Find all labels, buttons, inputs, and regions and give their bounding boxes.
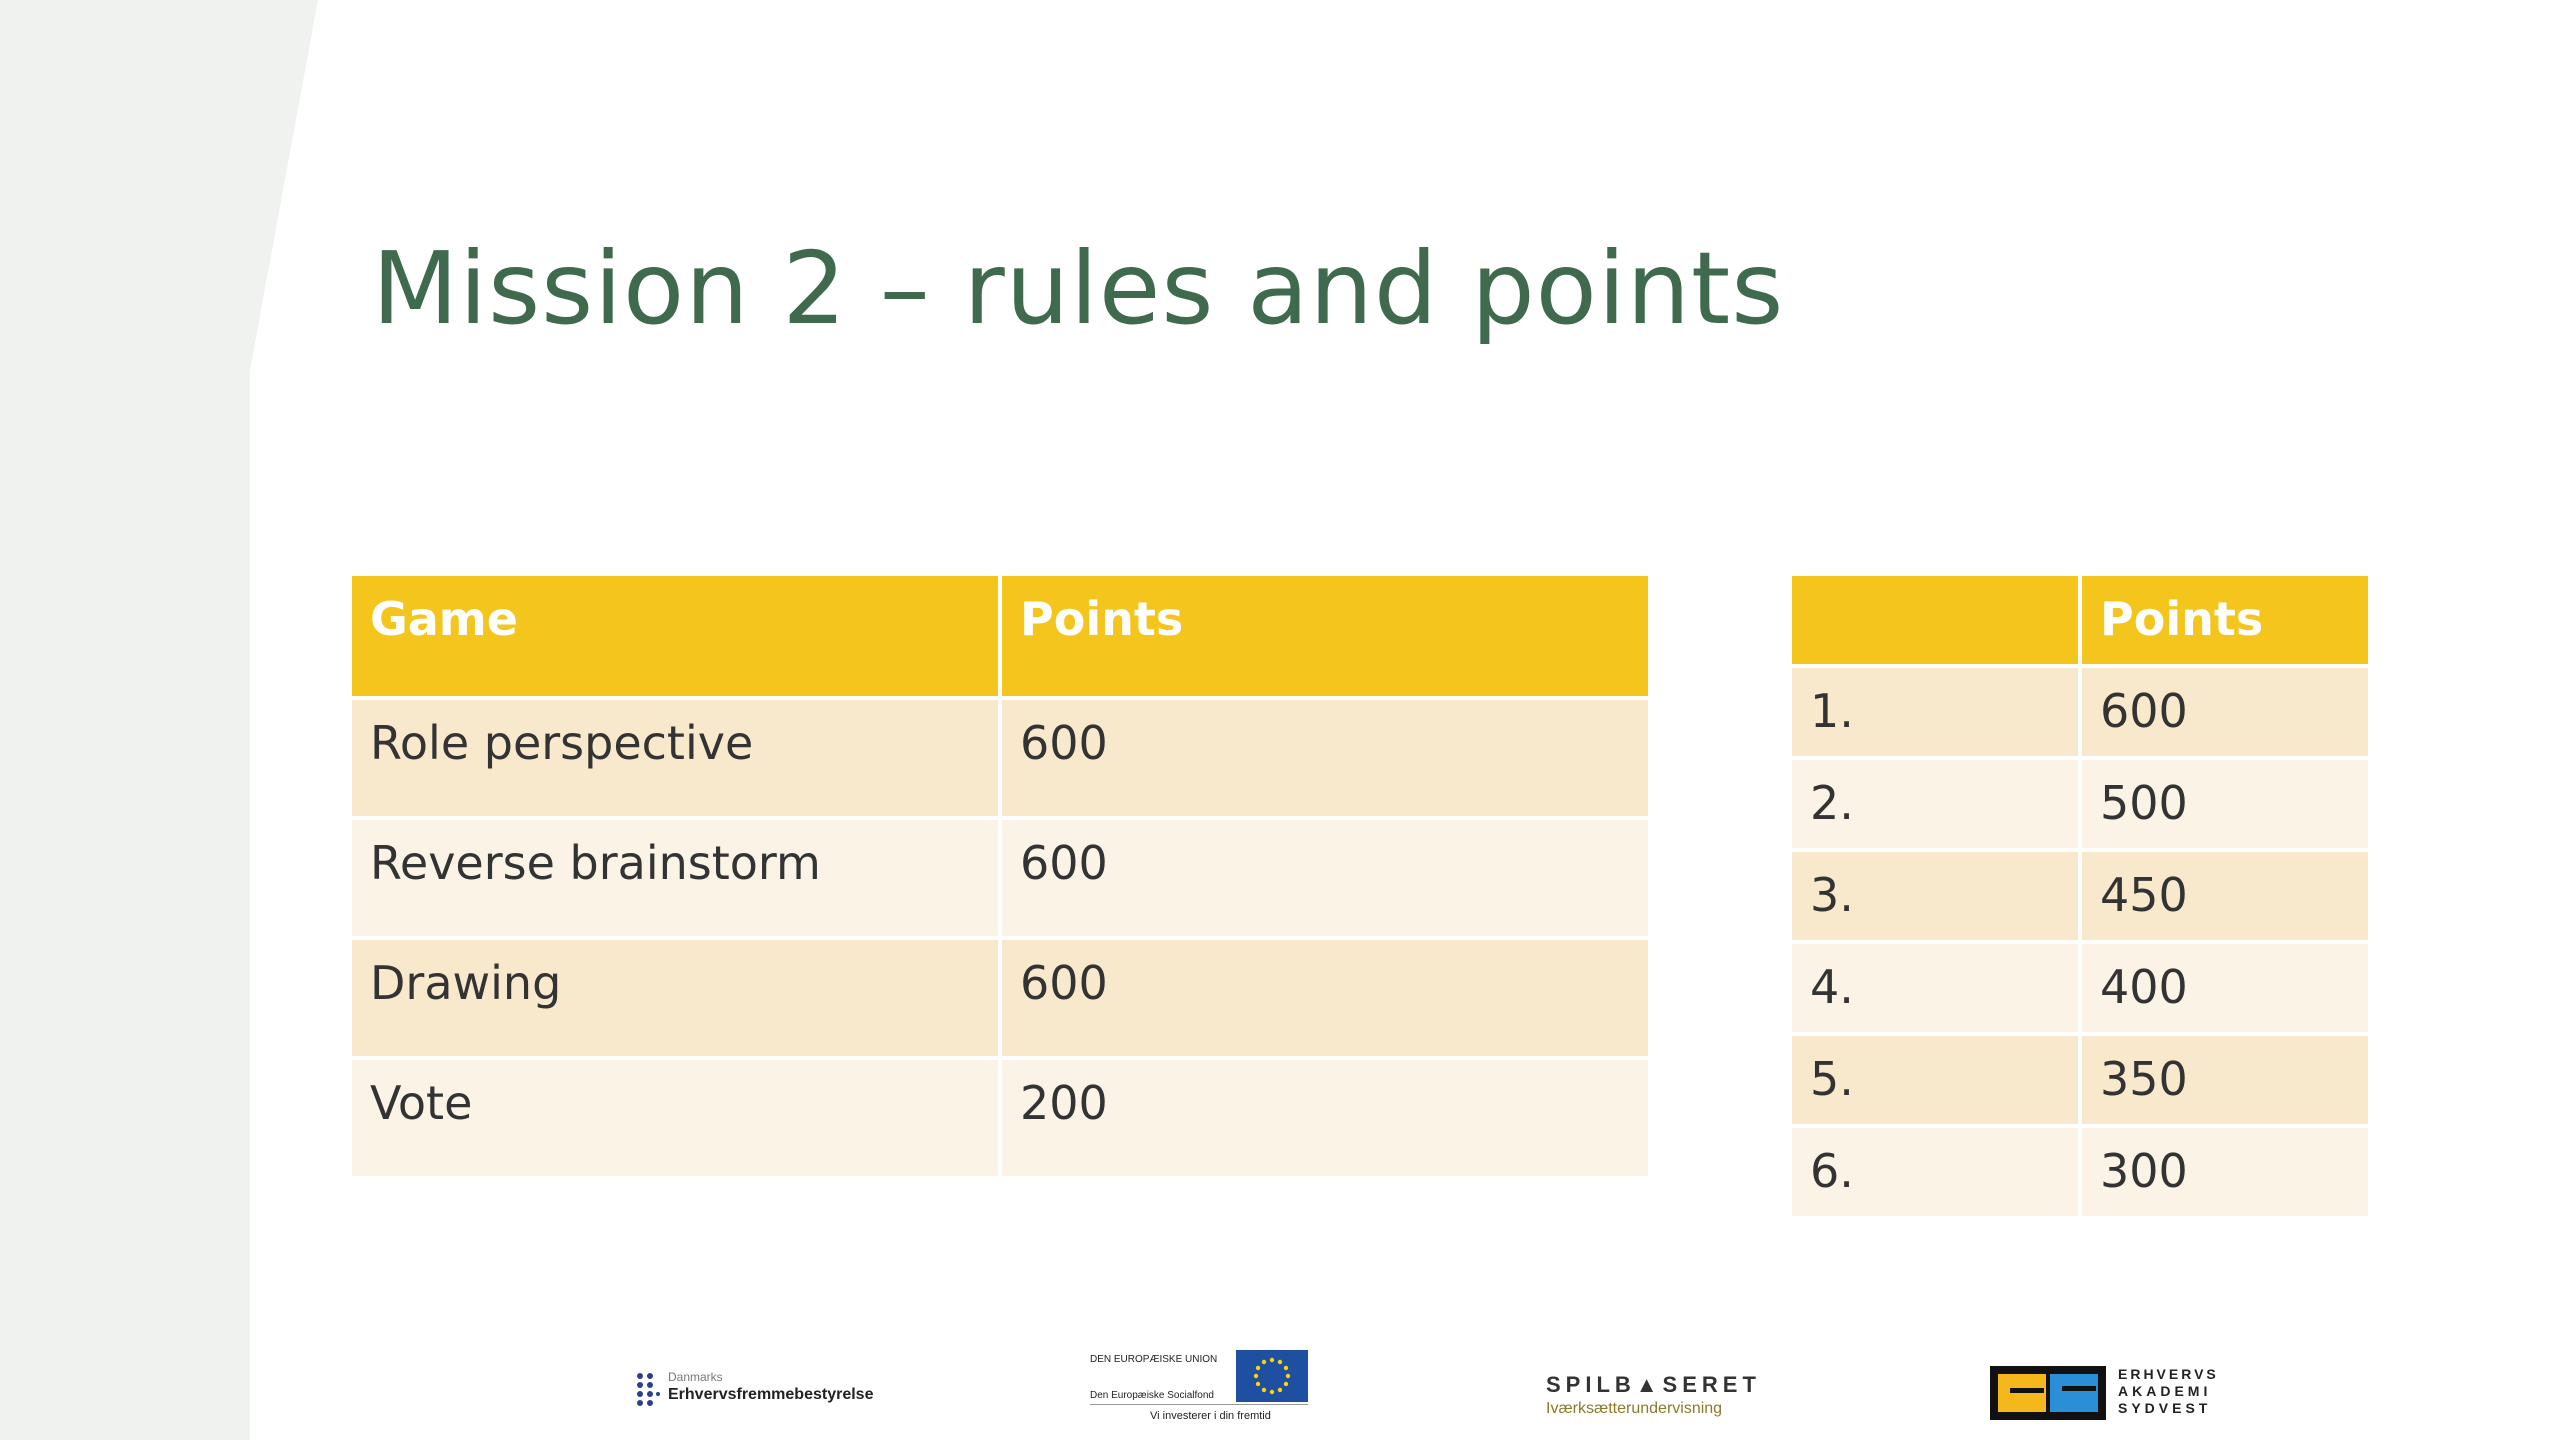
points-cell: 500 — [2082, 760, 2368, 848]
game-cell: Drawing — [352, 940, 998, 1056]
game-cell: Reverse brainstorm — [352, 820, 998, 936]
points-cell: 600 — [1002, 820, 1648, 936]
rank-cell: 1. — [1792, 668, 2078, 756]
table-row — [1792, 852, 2368, 940]
game-points-table — [348, 572, 1652, 1180]
rank-cell: 2. — [1792, 760, 2078, 848]
rank-cell: 5. — [1792, 1036, 2078, 1124]
table-row — [1792, 1128, 2368, 1216]
points-cell: 600 — [1002, 940, 1648, 1056]
header-rank — [1792, 576, 2078, 664]
left-background-band — [0, 0, 320, 1440]
game-cell: Role perspective — [352, 700, 998, 816]
erhverv-line1: Danmarks — [668, 1370, 723, 1384]
spil-line1: SPILB▲SERET — [1546, 1372, 1761, 1397]
header-game: Game — [352, 576, 998, 696]
table-row — [1792, 760, 2368, 848]
rank-points-table — [1788, 572, 2372, 1220]
dot-grid-icon — [636, 1372, 660, 1408]
ea-line3: SYDVEST — [2118, 1400, 2212, 1416]
eu-line2: Den Europæiske Socialfond — [1090, 1390, 1214, 1401]
spil-line2: Iværksætterundervisning — [1546, 1400, 1723, 1417]
table-row — [1792, 1036, 2368, 1124]
eu-divider — [1090, 1404, 1308, 1405]
footer-logos — [0, 1340, 2560, 1440]
points-cell: 400 — [2082, 944, 2368, 1032]
table-row — [352, 820, 1648, 936]
table-row — [352, 1060, 1648, 1176]
header-points: Points — [1002, 576, 1648, 696]
eu-line1: DEN EUROPÆISKE UNION — [1090, 1354, 1218, 1365]
ea-line2: AKADEMI — [2118, 1383, 2212, 1399]
eu-line3: Vi investerer i din fremtid — [1150, 1410, 1271, 1422]
table-row — [352, 700, 1648, 816]
ea-line1: ERHVERVS — [2118, 1366, 2219, 1382]
points-cell: 200 — [1002, 1060, 1648, 1176]
rank-cell: 6. — [1792, 1128, 2078, 1216]
game-cell: Vote — [352, 1060, 998, 1176]
header-points: Points — [2082, 576, 2368, 664]
points-cell: 450 — [2082, 852, 2368, 940]
points-cell: 600 — [2082, 668, 2368, 756]
table-row — [1792, 944, 2368, 1032]
points-cell: 600 — [1002, 700, 1648, 816]
table-header-row — [1792, 576, 2368, 664]
points-cell: 350 — [2082, 1036, 2368, 1124]
table-header-row — [352, 576, 1648, 696]
ea-mark-icon — [1990, 1366, 2106, 1420]
table-row — [1792, 668, 2368, 756]
erhverv-line2: Erhvervsfremmebestyrelse — [668, 1386, 874, 1403]
slide-title: Mission 2 – rules and points — [372, 230, 1785, 347]
rank-cell: 4. — [1792, 944, 2078, 1032]
eu-flag-icon — [1236, 1350, 1308, 1402]
table-row — [352, 940, 1648, 1056]
rank-cell: 3. — [1792, 852, 2078, 940]
points-cell: 300 — [2082, 1128, 2368, 1216]
